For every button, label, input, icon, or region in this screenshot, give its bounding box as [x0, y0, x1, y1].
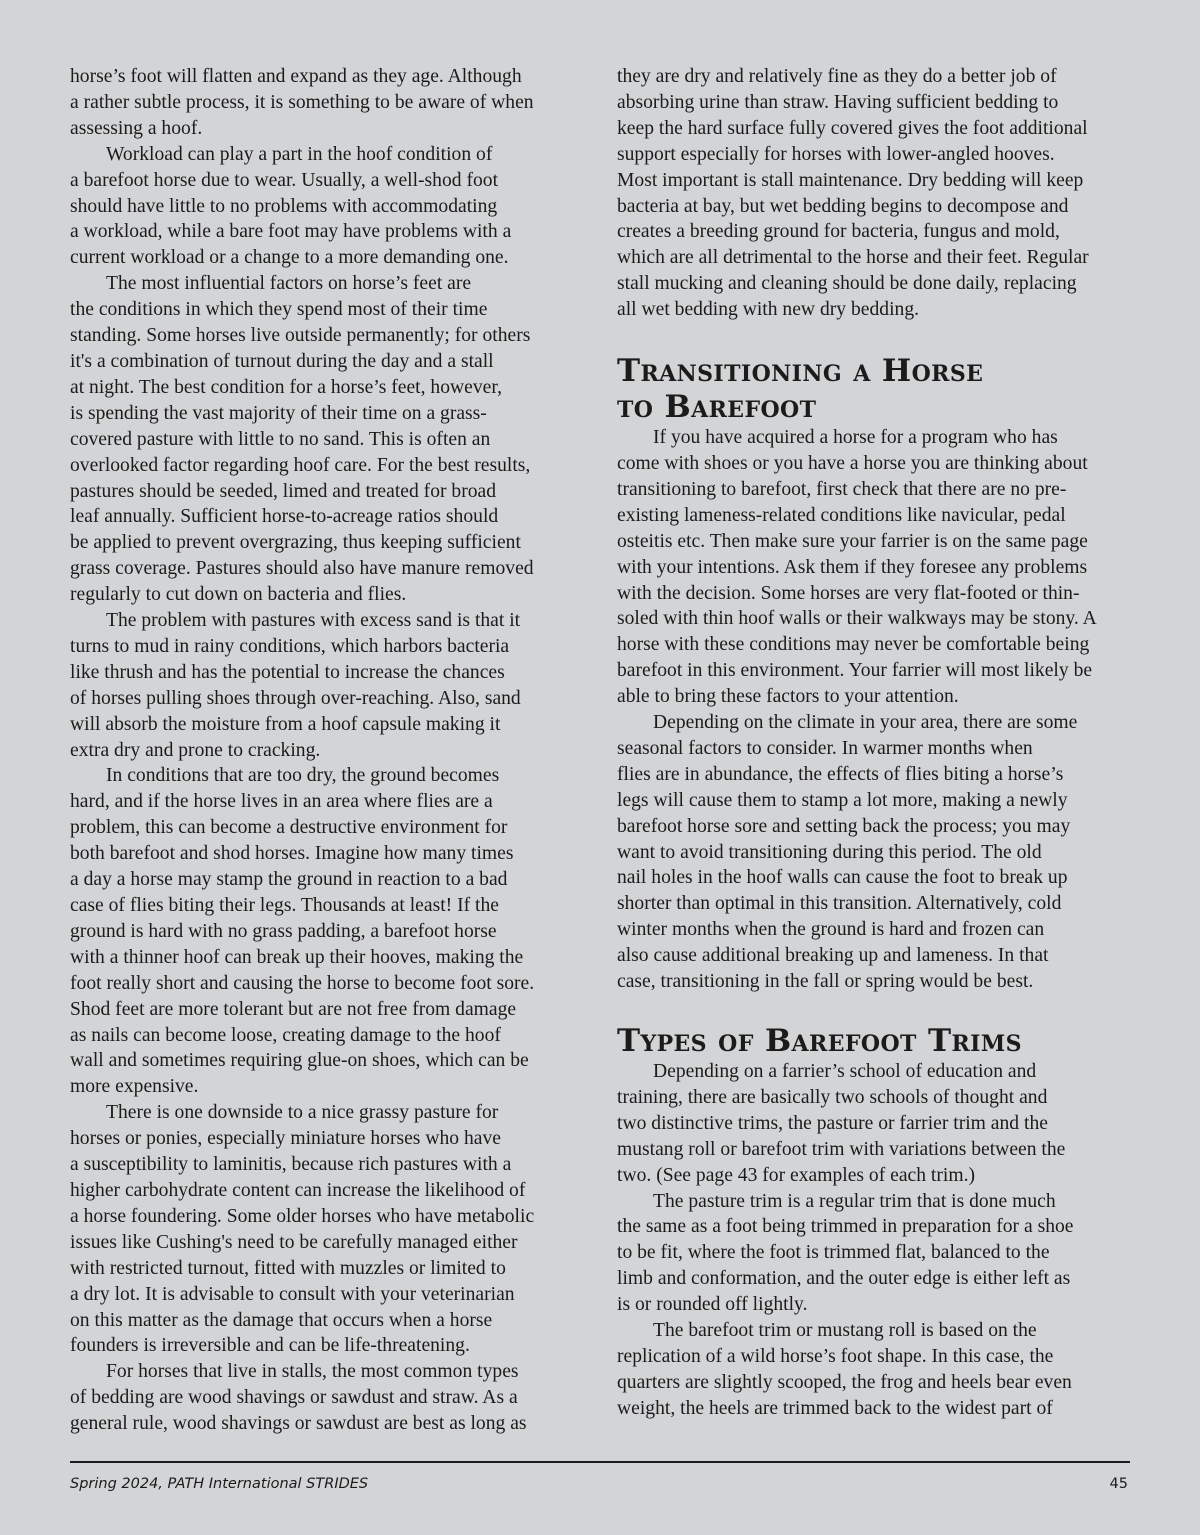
text-line: covered pasture with little to no sand. This is often an [70, 428, 491, 450]
text-line: should have little to no problems with accommodating [70, 195, 498, 217]
text-line: at night. The best condition for a horse’s feet, however, [70, 376, 502, 398]
text-line: leaf annually. Sufficient horse-to-acreage ratios should [70, 506, 499, 528]
text-line: will absorb the moisture from a hoof capsule making it [70, 713, 501, 735]
text-line: they are dry and relatively fine as they do a better job of [617, 66, 1057, 87]
text-line: horses or ponies, especially miniature horses who have [70, 1128, 501, 1150]
footer-rule [70, 1461, 1130, 1463]
text-line: like thrush and has the potential to increase the chances [70, 661, 505, 683]
heading-line: to Barefoot [617, 389, 817, 426]
text-line: a dry lot. It is advisable to consult with your veterinarian [70, 1283, 515, 1305]
text-line: foot really short and causing the horse to become foot sore. [70, 972, 535, 994]
text-line: two. (See page 43 for examples of each trim.) [617, 1164, 975, 1186]
text-line: problem, this can become a destructive environment for [70, 817, 508, 839]
text-line: bacteria at bay, but wet bedding begins to decompose and [617, 195, 1069, 217]
text-line: shorter than optimal in this transition. Alternatively, cold [617, 893, 1062, 915]
text-line: higher carbohydrate content can increase the likelihood of [70, 1179, 526, 1201]
paragraph [617, 425, 1137, 710]
text-line: extra dry and prone to cracking. [70, 739, 321, 761]
text-line: barefoot in this environment. Your farrier will most likely be [617, 660, 1093, 682]
text-line: overlooked factor regarding hoof care. For the best results, [70, 454, 531, 476]
text-line: case of flies biting their legs. Thousands at least! If the [70, 895, 499, 916]
text-line: be applied to prevent overgrazing, thus keeping sufficient [70, 532, 521, 554]
text-line: founders is irreversible and can be life-threatening. [70, 1335, 470, 1357]
text-line: limb and conformation, and the outer edge is either left as [617, 1268, 1071, 1290]
text-line: on this matter as the damage that occurs when a horse [70, 1309, 493, 1331]
section-trim-types-body [617, 1059, 1137, 1422]
text-line: which are all detrimental to the horse and their feet. Regular [617, 247, 1089, 269]
text-line: want to avoid transitioning during this period. The old [617, 841, 1042, 863]
text-line: In conditions that are too dry, the ground becomes [106, 765, 500, 787]
text-line: For horses that live in stalls, the most common types [106, 1361, 519, 1383]
paragraph [70, 271, 590, 608]
text-line: turns to mud in rainy conditions, which harbors bacteria [70, 635, 510, 657]
text-line: hard, and if the horse lives in an area where flies are a [70, 791, 493, 813]
paragraph [70, 1359, 590, 1437]
text-line: Shod feet are more tolerant but are not free from damage [70, 998, 517, 1020]
right-column [617, 64, 1137, 1422]
text-line: Depending on the climate in your area, there are some [653, 712, 1078, 734]
paragraph [617, 1059, 1137, 1189]
text-line: There is one downside to a nice grassy pasture for [106, 1102, 499, 1124]
paragraph [70, 1100, 590, 1359]
text-line: training, there are basically two schools of thought and [617, 1086, 1048, 1108]
text-line: regularly to cut down on bacteria and flies. [70, 584, 407, 606]
text-line: Workload can play a part in the hoof condition of [106, 143, 493, 165]
text-line: The pasture trim is a regular trim that is done much [653, 1190, 1056, 1212]
text-line: case, transitioning in the fall or spring would be best. [617, 971, 1034, 993]
paragraph [617, 710, 1137, 995]
text-line: replication of a wild horse’s foot shape. In this case, the [617, 1345, 1054, 1367]
text-line: flies are in abundance, the effects of flies biting a horse’s [617, 763, 1064, 785]
text-line: horse with these conditions may never be comfortable being [617, 634, 1090, 656]
text-line: is or rounded off lightly. [617, 1294, 808, 1316]
text-line: The most influential factors on horse’s feet are [106, 273, 472, 295]
text-line: also cause additional breaking up and lameness. In that [617, 945, 1049, 967]
text-line: creates a breeding ground for bacteria, fungus and mold, [617, 221, 1060, 243]
text-line: wall and sometimes requiring glue-on shoes, which can be [70, 1050, 529, 1072]
text-line: pastures should be seeded, limed and treated for broad [70, 480, 497, 502]
paragraph [617, 1318, 1137, 1422]
paragraph [70, 763, 590, 1100]
paragraph [70, 64, 590, 142]
text-line: a susceptibility to laminitis, because rich pastures with a [70, 1154, 512, 1176]
text-line: osteitis etc. Then make sure your farrier is on the same page [617, 530, 1088, 552]
text-line: it's a combination of turnout during the day and a stall [70, 350, 494, 372]
text-line: quarters are slightly scooped, the frog and heels bear even [617, 1371, 1072, 1393]
text-line: weight, the heels are trimmed back to the widest part of [617, 1397, 1053, 1419]
text-line: of bedding are wood shavings or sawdust and straw. As a [70, 1387, 518, 1409]
text-line: with a thinner hoof can break up their hooves, making the [70, 946, 524, 968]
heading-line: Types of Barefoot Trims [617, 1023, 1022, 1059]
text-line: legs will cause them to stamp a lot more, making a newly [617, 789, 1068, 811]
section-transitioning-body [617, 425, 1137, 995]
text-line: barefoot horse sore and setting back the process; you may [617, 815, 1071, 837]
text-line: a workload, while a bare foot may have problems with a [70, 221, 512, 243]
section-heading-trim-types [617, 1023, 1137, 1059]
text-line: support especially for horses with lower-angled hooves. [617, 143, 1055, 165]
text-line: with restricted turnout, fitted with muzzles or limited to [70, 1257, 506, 1279]
text-line: both barefoot and shod horses. Imagine how many times [70, 843, 514, 865]
paragraph [70, 142, 590, 272]
intro-paragraphs [617, 64, 1137, 323]
text-line: to be fit, where the foot is trimmed flat, balanced to the [617, 1242, 1050, 1264]
text-line: a day a horse may stamp the ground in reaction to a bad [70, 869, 508, 891]
text-line: issues like Cushing's need to be carefully managed either [70, 1231, 518, 1253]
text-line: general rule, wood shavings or sawdust are best as long as [70, 1413, 527, 1435]
text-line: existing lameness-related conditions like navicular, pedal [617, 504, 1066, 526]
text-line: able to bring these factors to your attention. [617, 686, 959, 708]
text-line: grass coverage. Pastures should also have manure removed [70, 558, 534, 580]
paragraph [70, 608, 590, 763]
text-line: keep the hard surface fully covered gives the foot additional [617, 117, 1088, 139]
text-line: soled with thin hoof walls or their walkways may be stony. A [617, 608, 1097, 630]
text-line: a horse foundering. Some older horses who have metabolic [70, 1205, 535, 1227]
left-column [70, 64, 590, 1437]
text-line: come with shoes or you have a horse you are thinking about [617, 452, 1088, 474]
text-line: The problem with pastures with excess sand is that it [106, 610, 521, 632]
text-line: two distinctive trims, the pasture or farrier trim and the [617, 1112, 1048, 1134]
text-line: as nails can become loose, creating damage to the hoof [70, 1024, 501, 1046]
paragraph [617, 1189, 1137, 1319]
text-line: the same as a foot being trimmed in preparation for a shoe [617, 1216, 1074, 1238]
text-line: current workload or a change to a more demanding one. [70, 247, 509, 269]
footer-publication: Spring 2024, PATH International STRIDES [70, 1476, 369, 1492]
text-line: a barefoot horse due to wear. Usually, a well-shod foot [70, 169, 499, 191]
text-line: nail holes in the hoof walls can cause the foot to break up [617, 867, 1068, 889]
text-line: seasonal factors to consider. In warmer months when [617, 737, 1033, 759]
text-line: mustang roll or barefoot trim with variations between the [617, 1138, 1066, 1160]
text-line: with your intentions. Ask them if they foresee any problems [617, 556, 1088, 578]
section-heading-transitioning [617, 353, 1137, 425]
text-line: ground is hard with no grass padding, a barefoot horse [70, 920, 497, 942]
page-number: 45 [1109, 1476, 1128, 1492]
text-line: is spending the vast majority of their time on a grass- [70, 402, 487, 424]
text-line: assessing a hoof. [70, 117, 203, 139]
text-line: transitioning to barefoot, first check that there are no pre- [617, 478, 1067, 500]
text-line: standing. Some horses live outside permanently; for others [70, 325, 531, 347]
text-line: Depending on a farrier’s school of education and [653, 1061, 1037, 1082]
text-line: If you have acquired a horse for a program who has [653, 427, 1058, 449]
text-line: absorbing urine than straw. Having sufficient bedding to [617, 91, 1059, 113]
text-line: with the decision. Some horses are very flat-footed or thin- [617, 582, 1080, 604]
text-line: of horses pulling shoes through over-reaching. Also, sand [70, 687, 521, 709]
text-line: winter months when the ground is hard and frozen can [617, 919, 1045, 941]
text-line: a rather subtle process, it is something to be aware of when [70, 91, 534, 113]
text-line: stall mucking and cleaning should be done daily, replacing [617, 273, 1077, 295]
text-line: horse’s foot will flatten and expand as they age. Although [70, 66, 522, 87]
text-line: all wet bedding with new dry bedding. [617, 299, 920, 321]
text-line: The barefoot trim or mustang roll is based on the [653, 1320, 1037, 1342]
text-line: the conditions in which they spend most of their time [70, 299, 488, 321]
text-line: Most important is stall maintenance. Dry bedding will keep [617, 169, 1084, 191]
paragraph [617, 64, 1137, 323]
text-line: more expensive. [70, 1076, 199, 1098]
heading-line: Transitioning a Horse [617, 353, 984, 390]
